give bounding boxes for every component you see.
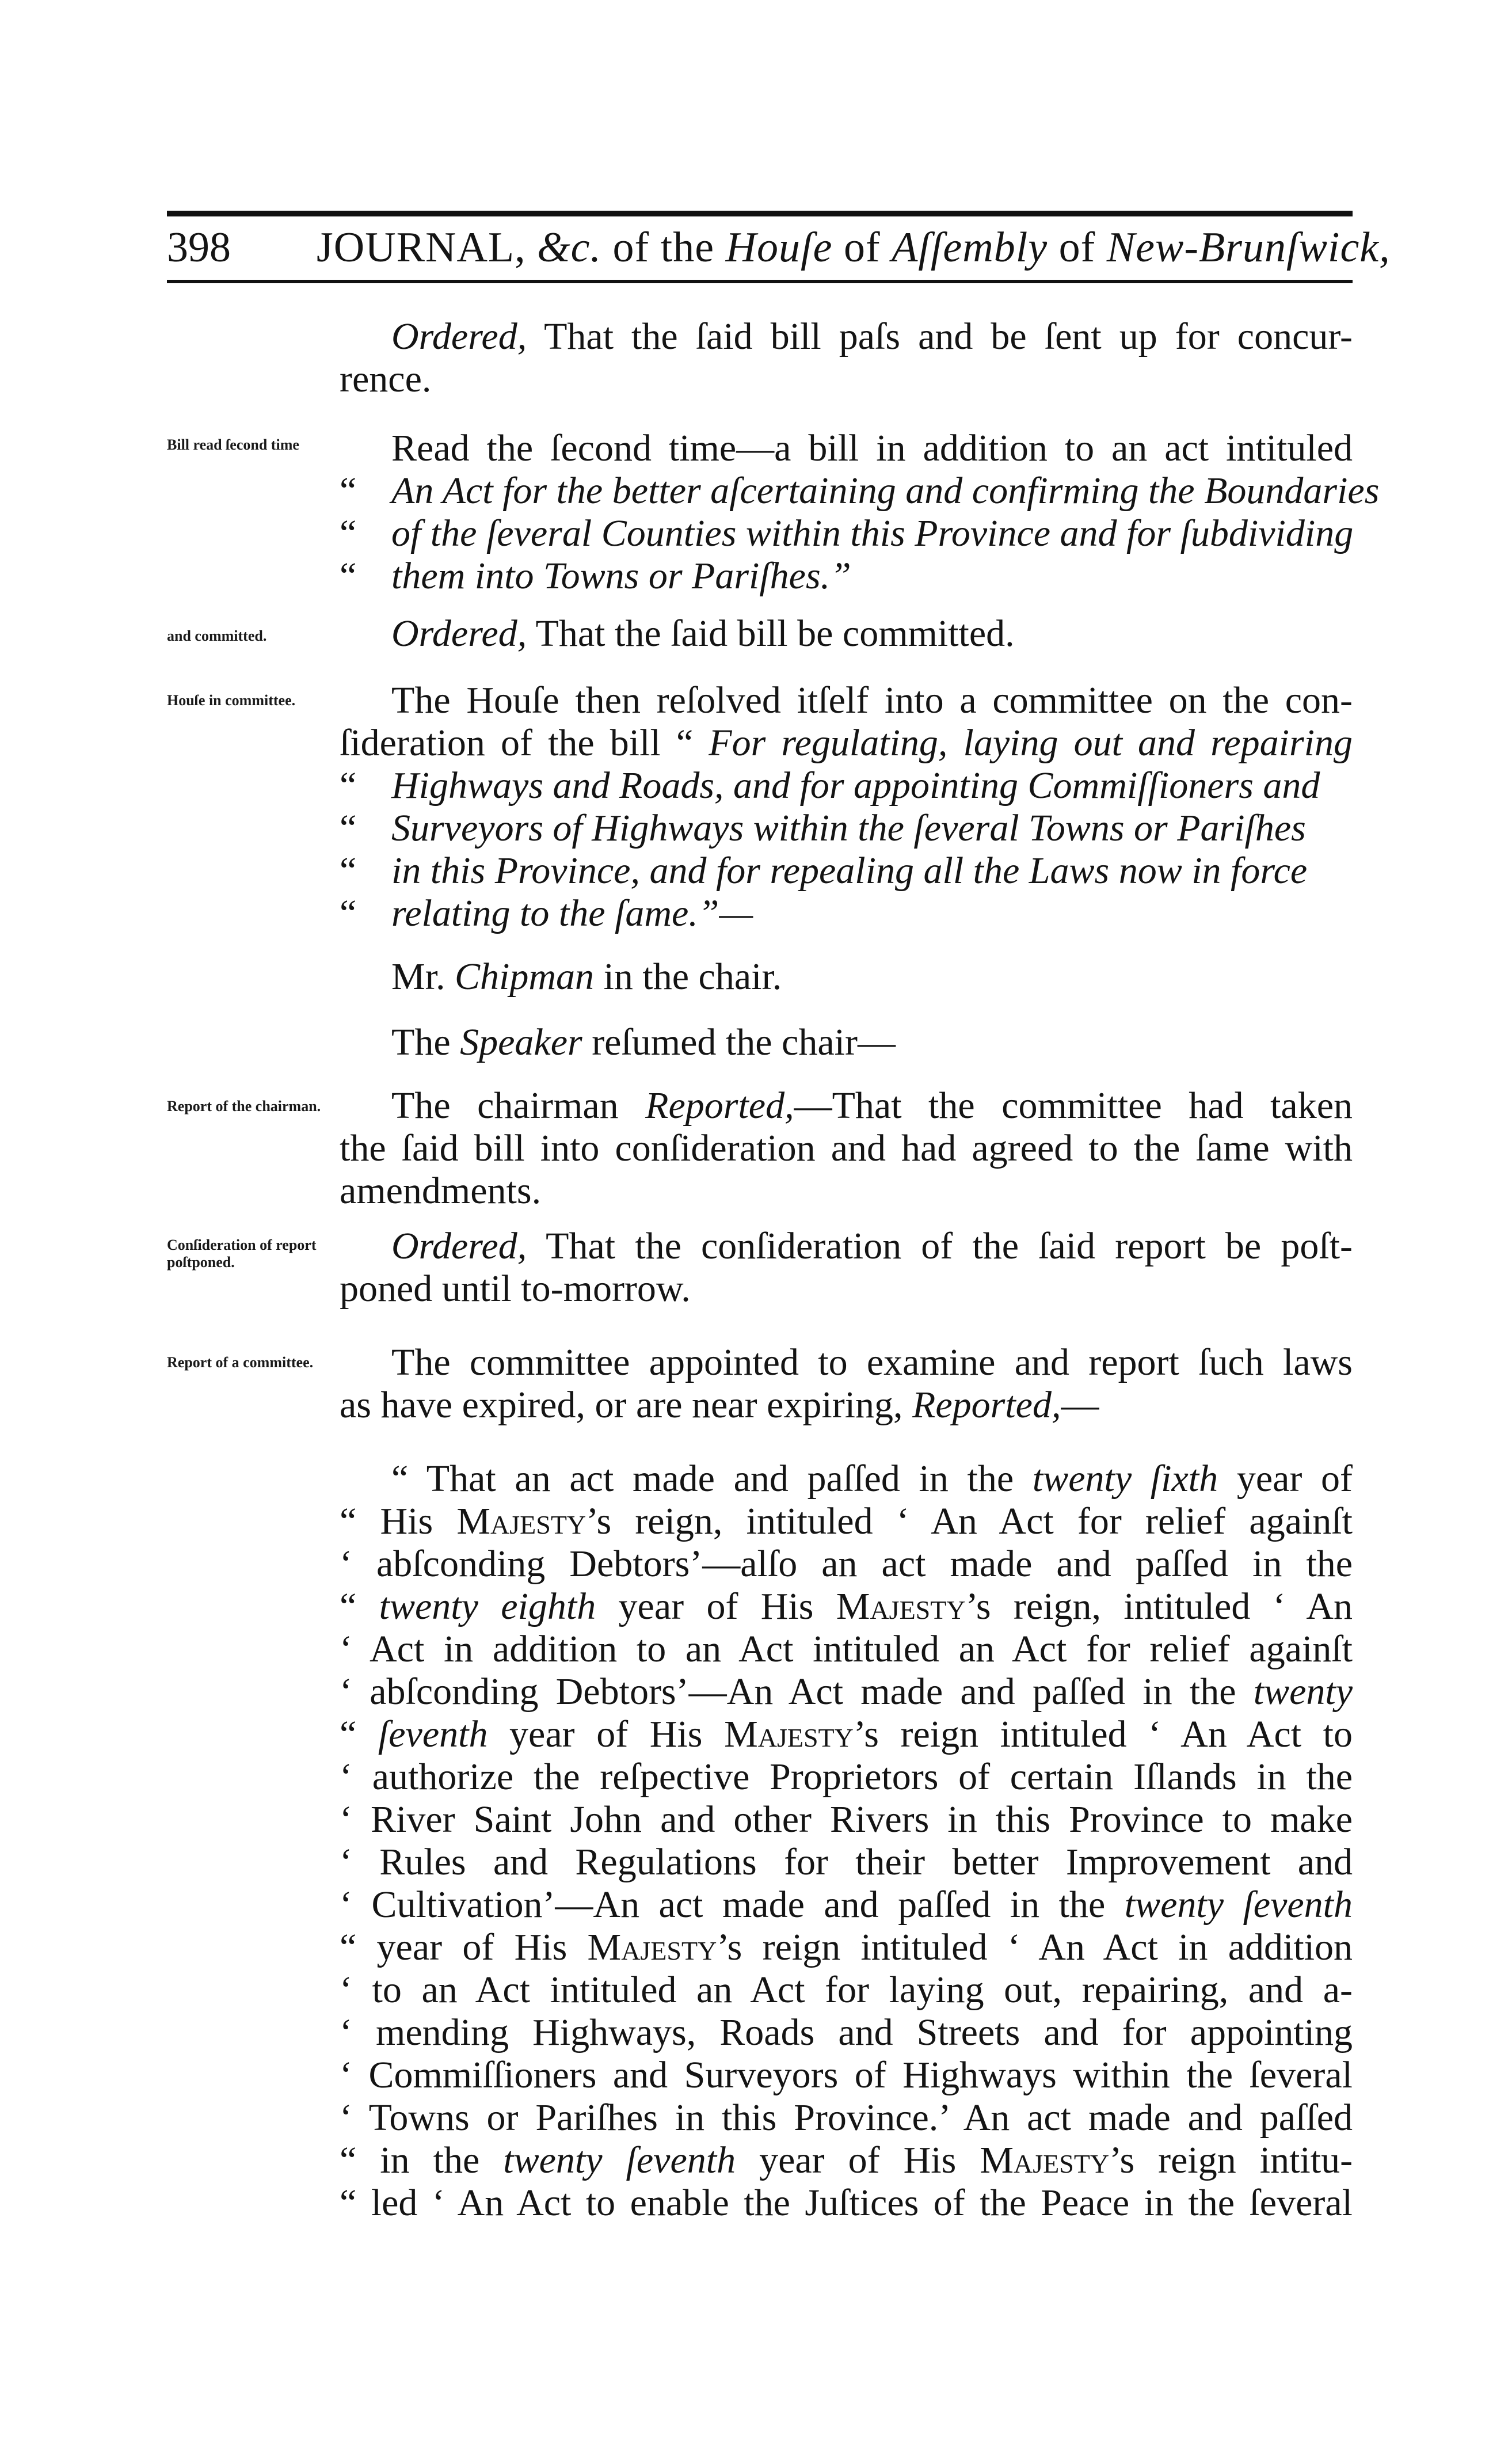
paragraph-ordered-committed: Ordered, That the ſaid bill be committed.	[391, 613, 1015, 655]
sidenote-committed: and committed.	[167, 627, 267, 644]
header-rule-top	[167, 211, 1353, 216]
header-rule-bottom	[167, 280, 1353, 283]
paragraph-speaker-resumed: The Speaker reſumed the chair—	[391, 1021, 896, 1063]
sidenote-report-committee: Report of a committee.	[167, 1354, 314, 1371]
paragraph-house-committee: The Houſe then reſolved itſelf into a committee on the con- ſideration of the bill “ For regulating, laying out and repairing “ Highways and Roads, and for appointing Commiſſioners and “ Surveyors of Highways within the ſeveral Towns or Pariſhes “ in this Province, and for repealing all the Laws now in force “ relating to the ſame.”—	[340, 679, 1353, 934]
paragraph-committee-reported: The committee appointed to examine and report ſuch laws as have expired, or are near expiring, Reported,—	[340, 1341, 1353, 1426]
sidenote-bill-read: Bill read ſecond time	[167, 436, 299, 453]
running-header	[167, 219, 1391, 276]
page-number: 398	[167, 224, 231, 271]
sidenote-consideration-postponed: Conſideration of report poſtponed.	[167, 1237, 317, 1271]
quoted-report: “ That an act made and paſſed in the twenty ſixth year of “ His Majesty’s reign, intituled ‘ An Act for relief againſt ‘ abſconding Debtors’—alſo an act made and paſſed in the “ twenty eighth year of His Majesty’s reign, intituled ‘ An ‘ Act in addition to an Act intituled an Act for relief againſt ‘ abſconding Debtors’—An Act made and paſſed in the twenty “ ſeventh year of His Majesty’s reign intituled ‘ An Act to ‘ authorize the reſpective Proprietors of certain Iſlands in the ‘ River Saint John and other Rivers in this Province to make ‘ Rules and Regulations for their better Improvement and ‘ Cultivation’—An act made and paſſed in the twenty ſeventh “ year of His Majesty’s reign intituled ‘ An Act in addition ‘ to an Act intituled an Act for laying out, repairing, and a- ‘ mending Highways, Roads and Streets and for appointing ‘ Commiſſioners and Surveyors of Highways within the ſeveral ‘ Towns or Pariſhes in this Province.’ An act made and paſſed “ in the twenty ſeventh year of His Majesty’s reign intitu- “ led ‘ An Act to enable the Juſtices of the Peace in the ſeveral	[340, 1458, 1353, 2224]
paragraph-ordered-pass: Ordered, That the ſaid bill paſs and be ſent up for concur- rence.	[340, 315, 1353, 400]
paragraph-ordered-postponed: Ordered, That the conſideration of the ſaid report be poſt- poned until to-morrow.	[340, 1225, 1353, 1310]
paragraph-second-reading: Read the ſecond time—a bill in addition to an act intituled “ An Act for the better aſcertaining and confirming the Boundaries “ of the ſeveral Counties within this Province and for ſubdividing “ them into Towns or Pariſhes.”	[340, 427, 1380, 597]
paragraph-chairman-reported: The chairman Reported,—That the committee had taken the ſaid bill into conſideration and had agreed to the ſame with amendments.	[340, 1085, 1353, 1212]
running-title: JOURNAL, &c. of the Houſe of Aſſembly of New-Brunſwick,	[317, 224, 1391, 271]
sidenote-house-in-committee: Houſe in committee.	[167, 692, 296, 709]
sidenote-report-chairman: Report of the chairman.	[167, 1098, 321, 1115]
paragraph-chipman-chair: Mr. Chipman in the chair.	[391, 956, 782, 998]
